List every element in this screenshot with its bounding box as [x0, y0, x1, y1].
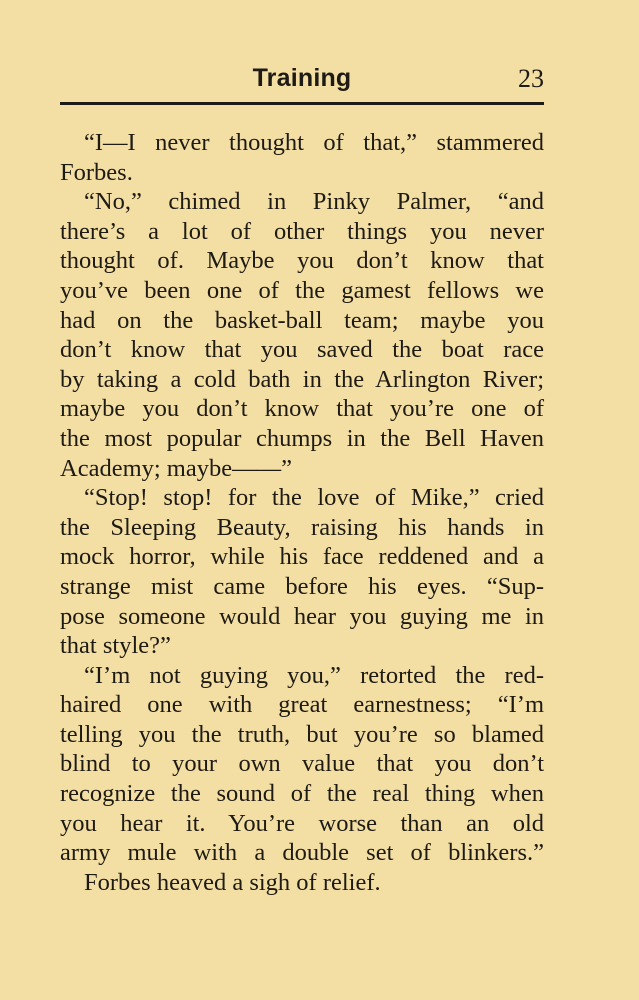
text-line: “I—I never thought of that,” stammered [84, 129, 544, 156]
header-rule [60, 102, 544, 105]
running-title: Training [252, 64, 352, 92]
text-line: blind to your own value that you don’t [60, 750, 544, 778]
text-line: telling you the truth, but you’re so blamed [60, 720, 544, 748]
text-line: Forbes heaved a sigh of relief. [84, 868, 381, 896]
text-line: strange mist came before his eyes. “Sup- [60, 572, 544, 600]
text-line: haired one with great earnestness; “I’m [60, 691, 544, 719]
text-line: by taking a cold bath in the Arlington River; [60, 365, 544, 393]
text-line: thought of. Maybe you don’t know that [60, 247, 544, 275]
text-line: you hear it. You’re worse than an old [60, 809, 544, 837]
text-line: recognize the sound of the real thing when [60, 780, 544, 808]
text-line: “I’m not guying you,” retorted the red- [84, 661, 544, 689]
page-number: 23 [518, 64, 544, 93]
text-line: you’ve been one of the gamest fellows we [60, 276, 544, 304]
text-line: Academy; maybe——” [60, 454, 292, 482]
text-line: pose someone would hear you guying me in [60, 602, 544, 630]
text-line: there’s a lot of other things you never [60, 217, 544, 245]
text-line: the most popular chumps in the Bell Haven [60, 424, 544, 452]
text-line: Forbes. [60, 158, 133, 186]
text-line: had on the basket-ball team; maybe you [60, 306, 544, 334]
text-line: “No,” chimed in Pinky Palmer, “and [84, 188, 544, 216]
running-header [60, 62, 544, 96]
text-line: army mule with a double set of blinkers.” [60, 839, 544, 867]
body-text [60, 128, 544, 897]
text-line: the Sleeping Beauty, raising his hands in [60, 513, 544, 541]
text-line: don’t know that you saved the boat race [60, 336, 544, 364]
text-line: mock horror, while his face reddened and a [60, 543, 544, 571]
text-line: “Stop! stop! for the love of Mike,” cried [84, 484, 544, 512]
text-line: maybe you don’t know that you’re one of [60, 395, 544, 423]
text-line: that style?” [60, 632, 171, 660]
